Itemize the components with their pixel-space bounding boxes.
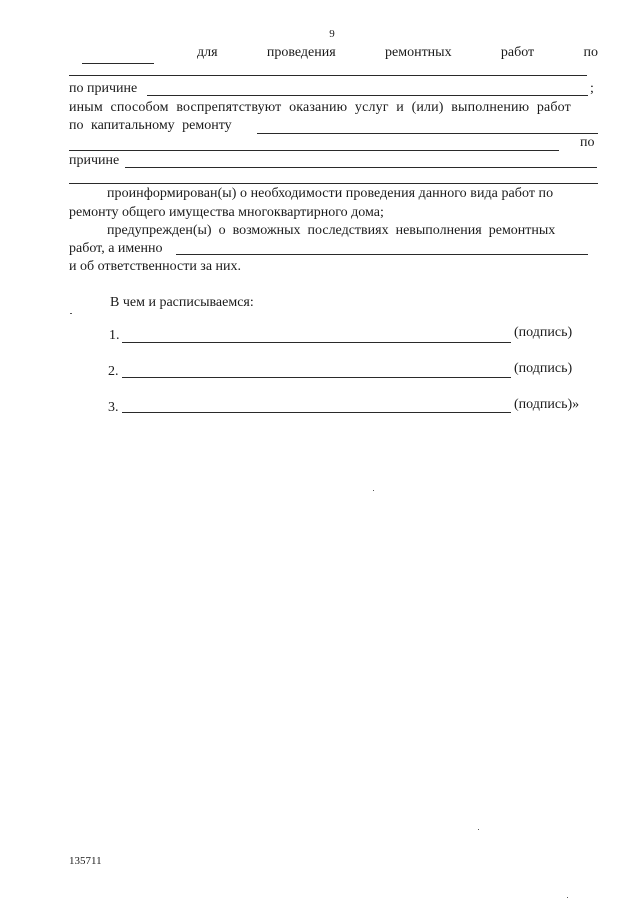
repair-row-1 (197, 45, 598, 61)
blank-line-3 (147, 95, 588, 96)
warned-line-1: предупрежден(ы) о возможных последствиях невыполнения ремонтных (107, 223, 556, 238)
word-rabot: работ (500, 45, 535, 60)
signature-line-2[interactable] (122, 377, 511, 378)
row7-label: причине (69, 153, 120, 168)
page-number: 9 (329, 28, 335, 40)
signature-label-1: (подпись) (514, 325, 573, 340)
blank-line-6 (69, 150, 559, 151)
signature-line-1[interactable] (122, 342, 511, 343)
word-dlya: для (197, 45, 218, 60)
blank-line-2 (69, 75, 587, 76)
warned-line-2: работ, а именно (69, 241, 163, 256)
signature-line-3[interactable] (122, 412, 511, 413)
blank-line-1a (82, 63, 154, 64)
word-remontnyh: ремонтных (385, 45, 452, 60)
row3-end: ; (590, 81, 594, 96)
signature-label-2: (подпись) (514, 361, 573, 376)
informed-line-2: ремонту общего имущества многоквартирного дома; (69, 205, 384, 220)
blank-line-7 (125, 167, 597, 168)
row5-label: по капитальному ремонту (69, 118, 232, 133)
signature-number-1: 1. (109, 328, 120, 343)
responsibility-text: и об ответственности за них. (69, 259, 242, 274)
blank-line-5 (257, 133, 598, 134)
signature-number-2: 2. (108, 364, 119, 379)
row3-label: по причине (69, 81, 138, 96)
scan-speck (373, 490, 374, 491)
row4-text: иным способом воспрепятствуют оказанию услуг и (или) выполнению работ (69, 100, 571, 115)
signature-label-3: (подпись)» (514, 397, 580, 412)
repair-row-4 (69, 100, 598, 116)
document-code: 135711 (69, 855, 102, 867)
informed-line-1: проинформирован(ы) о необходимости проведения данного вида работ по (107, 186, 554, 201)
signatures-intro: В чем и расписываемся: (110, 295, 254, 310)
signature-number-3: 3. (108, 400, 119, 415)
scan-speck (567, 897, 568, 898)
blank-line-8 (69, 183, 598, 184)
row6-end: по (580, 135, 595, 150)
blank-line-warned (176, 254, 588, 255)
scan-speck (70, 313, 72, 314)
scan-speck (478, 829, 479, 830)
word-po: по (583, 45, 598, 60)
word-provedeniya: проведения (266, 45, 336, 60)
